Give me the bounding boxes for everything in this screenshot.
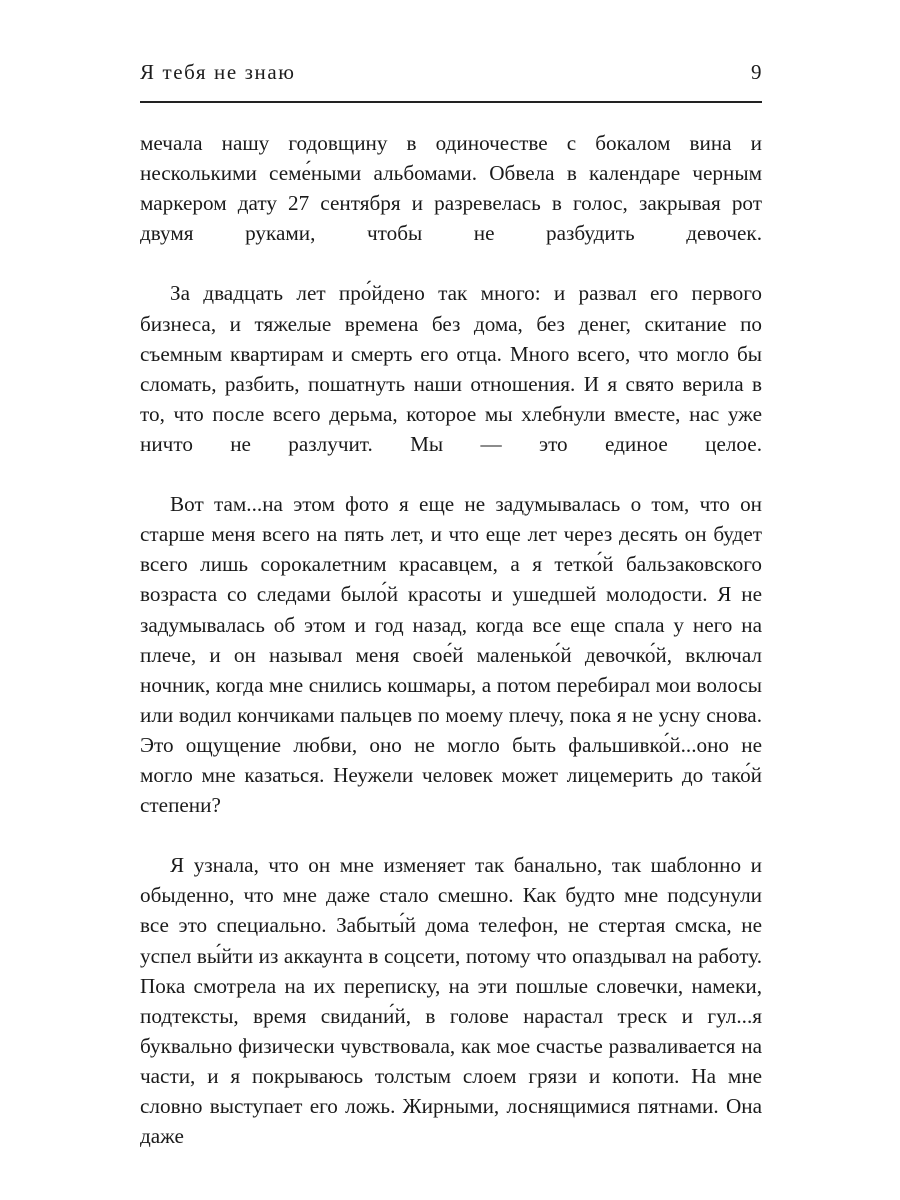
paragraph: Вот там...на этом фото я еще не задумывалась о том, что он старше меня всего на пять лет, и что еще лет через десять он будет всего лишь сорокалетним красавцем, а я тетко́й бальзаковского возраста со следами было́й красоты и ушедшей молодости. Я не задумывалась об этом и год назад, когда все еще спала у него на плече, и он называл меня свое́й маленько́й девочко́й, включал ночник, когда мне снились кошмары, а потом перебирал мои волосы или водил кончиками пальцев по моему плечу, пока я не усну снова. Это ощущение любви, оно не могло быть фальшивко́й...оно не могло мне казаться. Неужели человек может лицемерить до тако́й степени? [140,492,762,818]
page-number: 9 [751,60,762,84]
running-title: Я тебя не знаю [140,60,296,84]
paragraph: За двадцать лет про́йдено так много: и развал его первого бизнеса, и тяжелые времена без дома, без денег, скитание по съемным квартирам и смерть его отца. Много всего, что могло бы сломать, разбить, пошатнуть наши отношения. И я свято верила в то, что после всего дерьма, которое мы хлебнули вместе, нас уже ничто не разлучит. Мы — это единое целое. [140,281,762,456]
paragraph: Я узнала, что он мне изменяет так банально, так шаблонно и обыденно, что мне даже стало смешно. Как будто мне подсунули все это специально. Забыты́й дома телефон, не стертая смска, не успел вы́йти из аккаунта в соцсети, потому что опаздывал на работу. Пока смотрела на их переписку, на эти пошлые словечки, намеки, подтексты, время свидани́й, в голове нарастал треск и гул...я буквально физически чувствовала, как мое счастье разваливается на части, и я покрываюсь толстым слоем грязи и копоти. На мне словно выступает его ложь. Жирными, лоснящимися пятнами. Она даже [140,853,762,1149]
running-head [140,60,762,85]
paragraph: мечала нашу годовщину в одиночестве с бокалом вина и несколькими семе́ными альбомами. Обвела в календаре черным маркером дату 27 сентября и разревелась в голос, закрывая рот двумя руками, чтобы не разбудить девочек. [140,131,762,246]
header-rule [140,101,762,103]
body-text [140,128,762,1181]
